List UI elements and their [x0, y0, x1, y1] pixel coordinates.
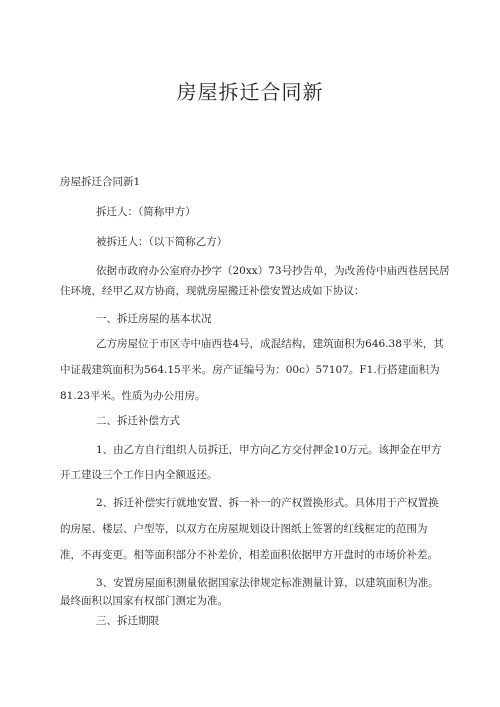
section-heading: 二、拆迁补偿方式 [96, 415, 180, 427]
paragraph-line: 开工建设三个工作日内全额返还。 [60, 469, 218, 481]
paragraph-line: 最终面积以国家有权部门测定为准。 [60, 595, 228, 607]
section-heading: 一、拆迁房屋的基本状况 [96, 313, 212, 325]
paragraph-line: 准，不再变更。相等面积部分不补差价，相差面积依据甲方开盘时的市场价补差。 [60, 549, 438, 561]
party-b-line: 被拆迁人：（以下简称乙方） [96, 236, 228, 248]
section-heading: 三、拆迁期限 [96, 615, 159, 627]
paragraph-line: 81.23平米。性质为办公用房。 [60, 390, 206, 402]
paragraph-line: 2、拆迁补偿实行就地安置、拆一补一的产权置换形式。具体用于产权置换 [96, 497, 439, 509]
paragraph-line: 中证载建筑面积为564.15平米。房产证编号为：00c）57107。F1.行搭建面积为 [60, 364, 440, 376]
paragraph-line: 住环境，经甲乙双方协商，现就房屋搬迁补偿安置达成如下协议： [60, 285, 365, 297]
paragraph-line: 1、由乙方自行组织人员拆迁，甲方向乙方交付押金10万元。该押金在甲方 [96, 444, 442, 456]
document-title: 房屋拆迁合同新 [176, 80, 324, 104]
paragraph-line: 3、安置房屋面积测量依据国家法律规定标准测量计算，以建筑面积为准。 [96, 577, 439, 589]
party-a-line: 拆迁人：（简称甲方） [96, 206, 196, 218]
section-heading: 房屋拆迁合同新1 [60, 176, 141, 188]
paragraph-line: 乙方房屋位于市区寺中庙西巷4号，成混结构，建筑面积为646.38平米，其 [96, 338, 444, 350]
paragraph-line: 的房屋、楼层、户型等，以双方在房屋规划设计图纸上签署的红线框定的范围为 [60, 523, 428, 535]
paragraph-line: 依据市政府办公室府办抄字（20xx）73号抄告单，为改善侍中庙西巷居民居 [96, 265, 450, 277]
